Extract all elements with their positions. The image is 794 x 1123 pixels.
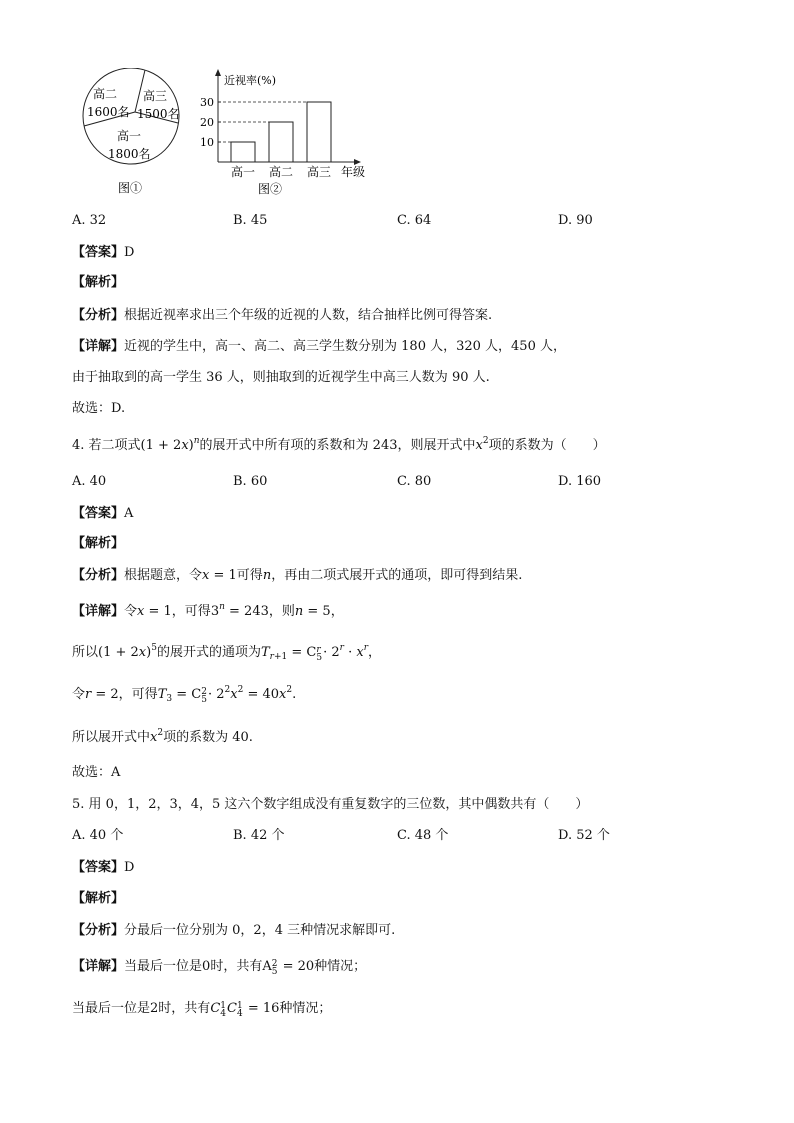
q4-fenxi: 【分析】根据题意，令x = 1可得n，再由二项式展开式的通项，即可得到结果.: [72, 568, 523, 583]
q3-option-a: A. 32: [72, 213, 107, 228]
q3-line2: 由于抽取到的高一学生 36 人，则抽取到的近视学生中高三人数为 90 人.: [72, 370, 490, 385]
q3-option-c: C. 64: [397, 213, 432, 228]
y-tick-label: 20: [200, 116, 214, 129]
q3-conclusion: 故选：D.: [72, 401, 126, 416]
pie-value-gao1: 1800名: [108, 147, 151, 161]
q4-option-c: C. 80: [397, 474, 432, 489]
pie-label-gao1: 高一: [117, 129, 142, 143]
pie-label-gao3: 高三: [143, 89, 168, 103]
y-tick-label: 10: [200, 136, 214, 149]
q5-stem: 5. 用 0，1，2，3，4，5 这六个数字组成没有重复数字的三位数，其中偶数共有（ ）: [72, 797, 589, 812]
q3-answer: 【答案】D: [72, 245, 135, 260]
q3-xiangjie: 【详解】近视的学生中，高一、高二、高三学生数分别为 180 人，320 人，450 人，: [72, 339, 566, 354]
bar: [307, 102, 331, 162]
q4-general-term: 所以$(1 + 2x)^5$的展开式的通项为$T_{r+1} = C$ r 5 · $2^r \cdot x^r$，: [72, 643, 382, 663]
y-tick-label: 30: [200, 96, 214, 109]
q4-stem: 4. 若二项式$(1 + 2x)^n$的展开式中所有项的系数和为 243，则展开式中$x^2$项的系数为（ ）: [72, 436, 606, 453]
q4-conclusion: 故选：A: [72, 765, 121, 780]
pie-caption: 图①: [118, 181, 143, 195]
q4-t3: 令r = 2，可得$T_3 = C$ 2 5 · $2^2x^2 = 40x^2$.: [72, 685, 297, 705]
q5-xiangjie: 【详解】当最后一位是0时，共有A 2 5 = 20种情况；: [72, 959, 367, 977]
q5-option-c: C. 48 个: [397, 828, 449, 843]
q5-option-d: D. 52 个: [558, 828, 610, 843]
q5-answer: 【答案】D: [72, 860, 135, 875]
x-axis-label: 年级: [341, 165, 366, 179]
pie-value-gao2: 1600名: [87, 105, 130, 119]
x-tick-label: 高一: [231, 165, 256, 179]
bar-chart-figure: [196, 66, 376, 200]
q3-option-b: B. 45: [233, 213, 268, 228]
q5-jiexi: 【解析】: [72, 891, 125, 906]
q5-fenxi: 【分析】分最后一位分别为 0，2，4 三种情况求解即可.: [72, 923, 396, 938]
q5-option-a: A. 40 个: [72, 828, 124, 843]
q4-option-b: B. 60: [233, 474, 268, 489]
bar: [269, 122, 293, 162]
q4-coefficient: 所以展开式中$x^2$项的系数为 40.: [72, 728, 253, 745]
q4-answer: 【答案】A: [72, 506, 134, 521]
pie-label-gao2: 高二: [93, 87, 118, 101]
pie-chart-figure: [72, 68, 192, 200]
q5-line2: 当最后一位是2时，共有C 1 4 C 1 4 = 16种情况；: [72, 1001, 332, 1019]
q3-jiexi: 【解析】: [72, 275, 125, 290]
q3-option-d: D. 90: [558, 213, 593, 228]
pie-value-gao3: 1500名: [137, 107, 180, 121]
q4-option-a: A. 40: [72, 474, 107, 489]
y-axis-label: 近视率(%): [224, 74, 277, 87]
bar: [231, 142, 255, 162]
q5-option-b: B. 42 个: [233, 828, 285, 843]
q4-xiangjie: 【详解】令x = 1，可得3$^n$ = 243，则n = 5，: [72, 602, 344, 619]
q3-fenxi: 【分析】根据近视率求出三个年级的近视的人数，结合抽样比例可得答案.: [72, 308, 493, 323]
bar-caption: 图②: [258, 182, 283, 196]
q4-jiexi: 【解析】: [72, 536, 125, 551]
x-tick-label: 高二: [269, 165, 294, 179]
q4-option-d: D. 160: [558, 474, 602, 489]
x-tick-label: 高三: [307, 165, 332, 179]
